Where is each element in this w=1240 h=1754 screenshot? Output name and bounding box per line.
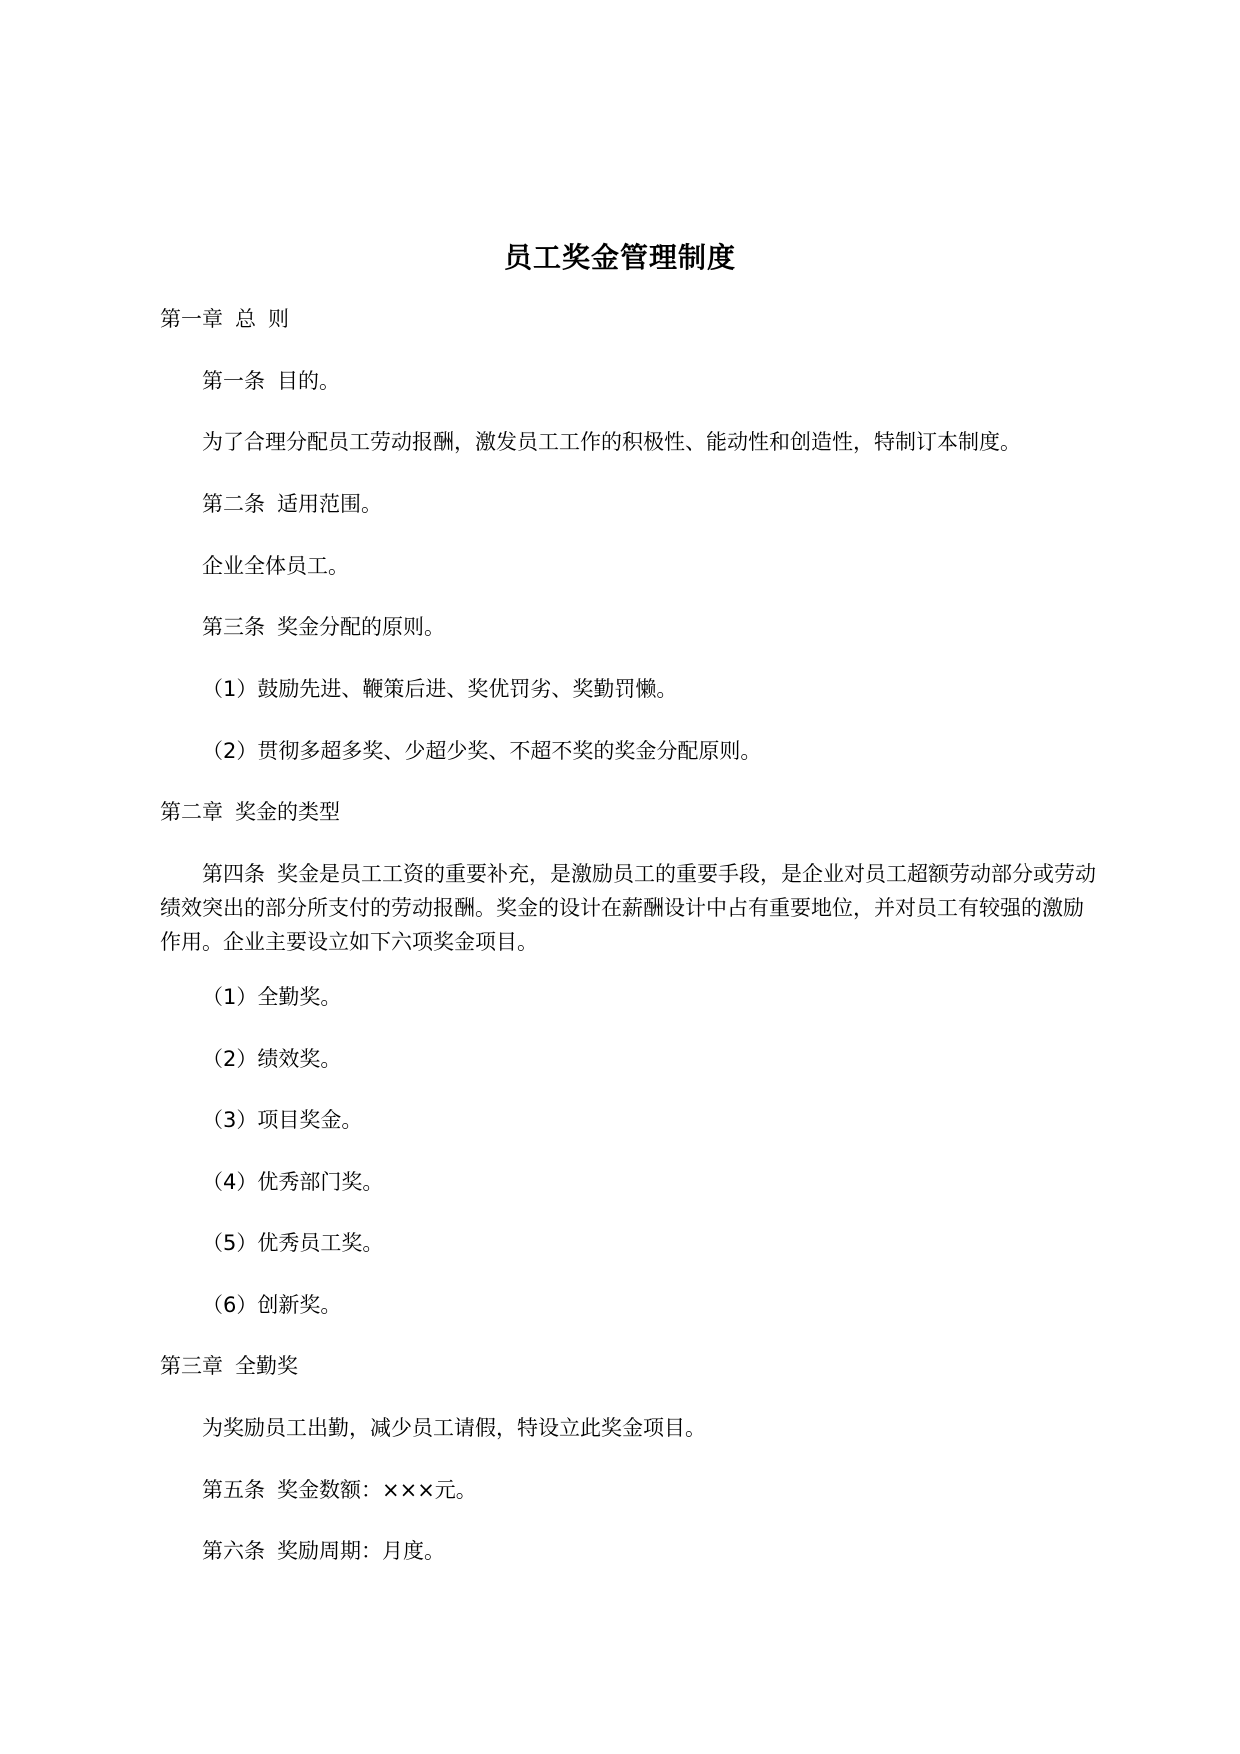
chapter-3-number: 第三章 [160,1354,223,1378]
chapter-1-title-b: 则 [268,307,289,331]
article-2-text: 企业全体员工。 [202,554,349,578]
article-1-number: 第一条 [202,369,265,393]
article-3-number: 第三条 [202,615,265,639]
article-1-heading [202,364,340,398]
principle-item: （2）贯彻多超多奖、少超少奖、不超不奖的奖金分配原则。 [202,739,762,763]
article-6-line [202,1534,445,1568]
chapter-1-number: 第一章 [160,307,223,331]
chapter-3-intro: 为奖励员工出勤，减少员工请假，特设立此奖金项目。 [202,1416,706,1440]
chapter-3-heading [160,1349,298,1383]
article-5-line [202,1473,477,1507]
bonus-item: （6）创新奖。 [202,1293,342,1317]
article-6-number: 第六条 [202,1539,265,1563]
article-6-text: 奖励周期：月度。 [277,1539,445,1563]
chapter-3-title: 全勤奖 [235,1354,298,1378]
document-title: 员工奖金管理制度 [503,241,736,274]
principle-item: （1）鼓励先进、鞭策后进、奖优罚劣、奖勤罚懒。 [202,677,678,701]
article-2-title: 适用范围。 [277,492,382,516]
article-3-title: 奖金分配的原则。 [277,615,445,639]
chapter-2-heading [160,795,340,829]
chapter-1-title-a: 总 [235,307,256,331]
bonus-item: （4）优秀部门奖。 [202,1170,384,1194]
chapter-1-heading [160,302,289,336]
article-4-paragraph [160,857,1100,959]
article-4-number: 第四条 [202,862,265,886]
bonus-item: （2）绩效奖。 [202,1047,342,1071]
article-5-text: 奖金数额：×××元。 [277,1478,477,1502]
chapter-2-number: 第二章 [160,800,223,824]
article-1-title: 目的。 [277,369,340,393]
article-2-heading [202,487,382,521]
chapter-2-title: 奖金的类型 [235,800,340,824]
article-2-number: 第二条 [202,492,265,516]
article-3-heading [202,610,445,644]
article-5-number: 第五条 [202,1478,265,1502]
bonus-item: （1）全勤奖。 [202,985,342,1009]
bonus-item: （3）项目奖金。 [202,1108,363,1132]
bonus-item: （5）优秀员工奖。 [202,1231,384,1255]
article-1-text: 为了合理分配员工劳动报酬，激发员工工作的积极性、能动性和创造性，特制订本制度。 [202,430,1021,454]
article-4-text: 奖金是员工工资的重要补充，是激励员工的重要手段，是企业对员工超额劳动部分或劳动绩效突出的部分所支付的劳动报酬。奖金的设计在薪酬设计中占有重要地位，并对员工有较强的激励作用。企业主要设立如下六项奖金项目。 [160,862,1096,954]
